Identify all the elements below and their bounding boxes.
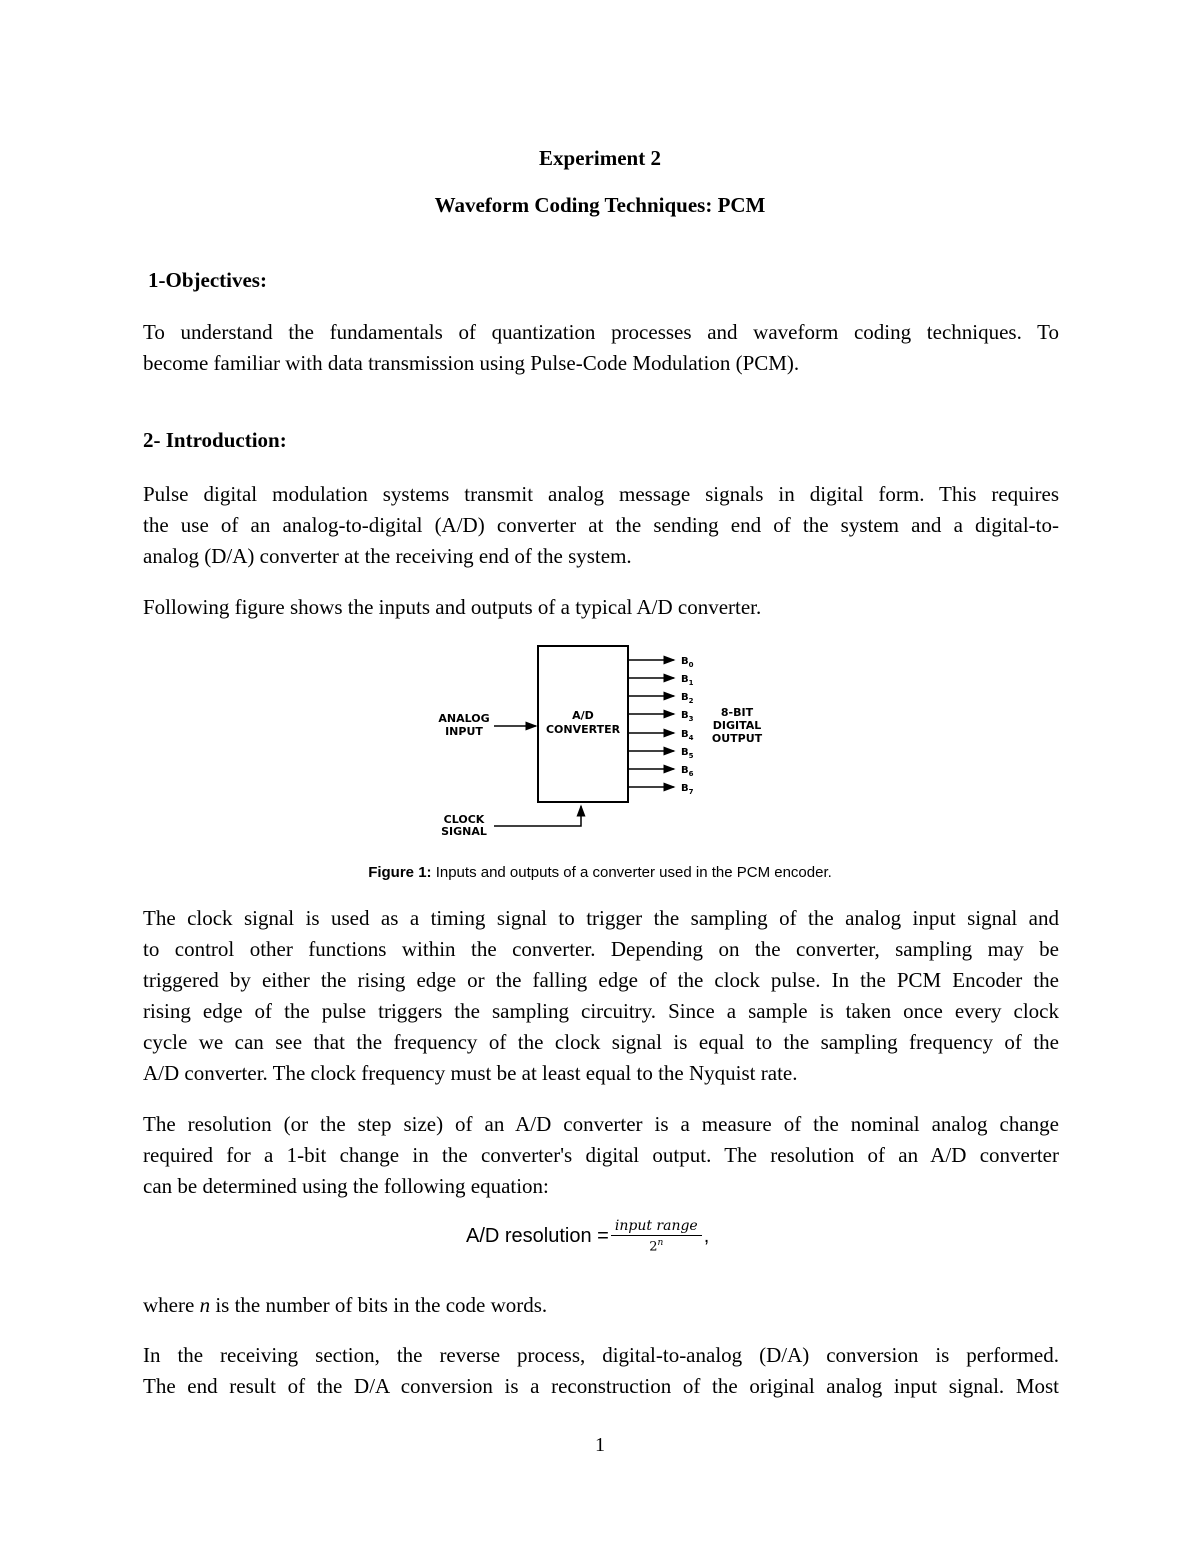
bit-output-0 xyxy=(628,656,694,669)
caption-text: Inputs and outputs of a converter used in the PCM encoder. xyxy=(435,864,832,881)
paragraph-line: become familiar with data transmission using Pulse-Code Modulation (PCM). xyxy=(143,351,800,375)
output-label-line1: 8-BIT xyxy=(720,706,754,719)
analog-input-label-line1: ANALOG xyxy=(438,712,490,725)
bit-outputs xyxy=(628,656,694,796)
equation-lhs: A/D resolution = xyxy=(466,1224,609,1247)
svg-text:B5: $B_5$ xyxy=(681,747,694,760)
bit-output-6 xyxy=(628,765,694,778)
paragraph-line: where n is the number of bits in the code words. xyxy=(143,1293,548,1317)
resolution-paragraph xyxy=(143,1109,1059,1202)
paragraph-line: Following figure shows the inputs and outputs of a typical A/D converter. xyxy=(143,595,762,619)
paragraph-line: triggered by either the rising edge or the falling edge of the clock pulse. In the PCM Encoder the xyxy=(143,968,1059,992)
paragraph-line: The resolution (or the step size) of an A/D converter is a measure of the nominal analog change xyxy=(143,1112,1059,1136)
where-paragraph xyxy=(143,1290,1059,1321)
svg-text:B2: $B_2$ xyxy=(681,692,694,705)
paragraph-line: analog (D/A) converter at the receiving end of the system. xyxy=(143,544,632,568)
svg-text:B0: $B_0$ xyxy=(681,656,694,669)
paragraph-line: To understand the fundamentals of quantization processes and waveform coding techniques. To xyxy=(143,320,1059,344)
paragraph-line: the use of an analog-to-digital (A/D) converter at the sending end of the system and a digital-to- xyxy=(143,513,1059,537)
paragraph-line: to control other functions within the converter. Depending on the converter, sampling may be xyxy=(143,937,1059,961)
document-subtitle: Waveform Coding Techniques: PCM xyxy=(434,193,766,217)
equation-fraction xyxy=(611,1218,702,1254)
clock-signal-arrow xyxy=(494,806,581,826)
caption-label: Figure 1: xyxy=(368,864,432,881)
paragraph-line: In the receiving section, the reverse process, digital-to-analog (D/A) conversion is performed. xyxy=(143,1343,1059,1367)
paragraph-line: rising edge of the pulse triggers the sampling circuitry. Since a sample is taken once every clock xyxy=(143,999,1059,1023)
paragraph-line: cycle we can see that the frequency of the clock signal is equal to the sampling frequency of the xyxy=(143,1030,1059,1054)
page-number: 1 xyxy=(595,1434,605,1456)
svg-text:B4: $B_4$ xyxy=(681,729,694,742)
paragraph-line: Pulse digital modulation systems transmit analog message signals in digital form. This requires xyxy=(143,482,1059,506)
introduction-heading: 2- Introduction: xyxy=(143,428,287,452)
bit-output-7 xyxy=(628,783,694,796)
analog-input-label-line2: INPUT xyxy=(445,725,483,738)
svg-text:B1: $B_1$ xyxy=(681,674,694,687)
bit-output-3 xyxy=(628,710,694,723)
bit-output-1 xyxy=(628,674,694,687)
output-label-line3: OUTPUT xyxy=(711,732,763,745)
document-title: Experiment 2 xyxy=(539,146,661,170)
bit-output-5 xyxy=(628,747,694,760)
objectives-heading: 1-Objectives: xyxy=(148,268,267,292)
paragraph-line: The clock signal is used as a timing signal to trigger the sampling of the analog input signal and xyxy=(143,906,1059,930)
paragraph-line: required for a 1-bit change in the converter's digital output. The resolution of an A/D converter xyxy=(143,1143,1059,1167)
ad-converter-figure xyxy=(430,640,770,840)
receiving-paragraph xyxy=(143,1340,1059,1402)
output-label-line2: DIGITAL xyxy=(712,719,762,732)
intro-paragraph-1 xyxy=(143,479,1059,572)
svg-text:B6: $B_6$ xyxy=(681,765,694,778)
converter-label-line1: A/D xyxy=(572,709,594,722)
clock-label-line1: CLOCK xyxy=(443,813,485,826)
bit-output-2 xyxy=(628,692,694,705)
objectives-paragraph xyxy=(143,317,1059,379)
equation-trailing-comma: , xyxy=(703,1224,710,1247)
paragraph-line: A/D converter. The clock frequency must be at least equal to the Nyquist rate. xyxy=(143,1061,798,1085)
where-variable: n xyxy=(199,1293,211,1317)
svg-text:B7: $B_7$ xyxy=(681,783,694,796)
paragraph-line: can be determined using the following equation: xyxy=(143,1174,549,1198)
paragraph-line: The end result of the D/A conversion is a reconstruction of the original analog input signal. Most xyxy=(143,1374,1059,1398)
figure-caption xyxy=(0,864,1200,881)
converter-label-line2: CONVERTER xyxy=(545,723,621,736)
svg-text:B3: $B_3$ xyxy=(681,710,694,723)
clock-label-line2: SIGNAL xyxy=(441,825,487,838)
equation-numerator: input range xyxy=(611,1218,702,1236)
intro-paragraph-2 xyxy=(143,592,1059,623)
resolution-equation xyxy=(466,1218,709,1254)
clock-paragraph xyxy=(143,903,1059,1089)
equation-denominator: 2$^n$ xyxy=(649,1238,664,1255)
bit-output-4 xyxy=(628,729,694,742)
